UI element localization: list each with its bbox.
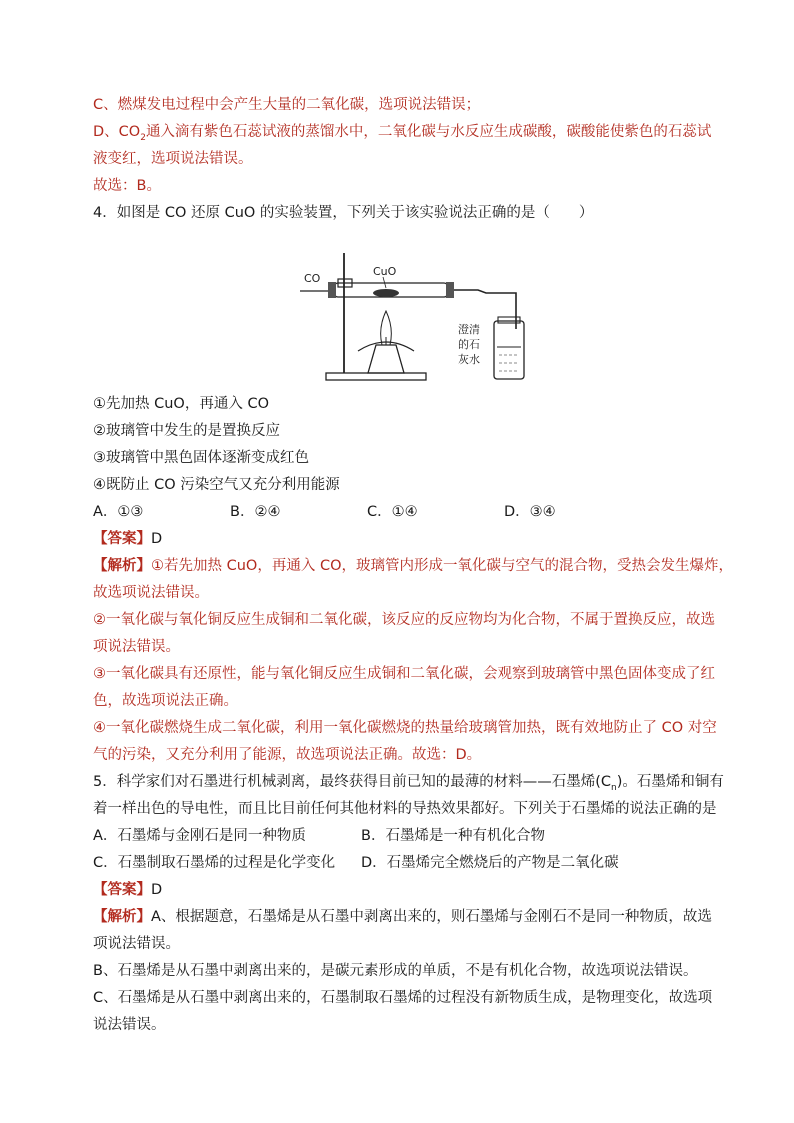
answer-tag: 【答案】 <box>93 882 151 898</box>
q4-answer <box>93 526 703 553</box>
q5-option-a: A．石墨烯与金刚石是同一种物质 <box>93 828 306 844</box>
q4-analysis-line-8: 气的污染，又充分利用了能源，故选项说法正确。故选：D。 <box>93 747 482 763</box>
q4-analysis-line-2: 故选项说法错误。 <box>93 585 209 601</box>
q5-analysis-line-5: 说法错误。 <box>93 1017 166 1033</box>
prev-option-d-analysis: D、$CO_2$通入滴有紫色石蕊试液的蒸馏水中，二氧化碳与水反应生成碳酸，碳酸能使紫色的石蕊试 <box>93 124 712 143</box>
limewater-label-2: 的石 <box>458 338 480 351</box>
q4-option-b: B．②④ <box>230 504 281 520</box>
cuo-label: CuO <box>373 265 397 278</box>
answer-value: D <box>151 531 163 547</box>
answer-value: D <box>151 882 163 898</box>
q5-analysis-line-3: B、石墨烯是从石墨中剥离出来的，是碳元素形成的单质，不是有机化合物，故选项说法错误。 <box>93 963 698 979</box>
q4-statement-1: ①先加热 CuO，再通入 CO <box>93 396 269 412</box>
prev-choose: 故选：B。 <box>93 178 161 194</box>
q5-options-row-1 <box>93 823 703 850</box>
q4-options <box>93 499 703 526</box>
limewater-label-1: 澄清 <box>458 323 480 336</box>
q4-analysis-line-6: 色，故选项说法正确。 <box>93 693 238 709</box>
document-page <box>93 92 733 1039</box>
apparatus-diagram <box>298 233 528 385</box>
limewater-bottle <box>494 321 524 379</box>
prev-option-d-analysis-cont: 液变红，选项说法错误。 <box>93 151 253 167</box>
q4-analysis-line-7: ④一氧化碳燃烧生成二氧化碳，利用一氧化碳燃烧的热量给玻璃管加热，既有效地防止了 CO 对空 <box>93 720 717 736</box>
q5-stem-line-2: 着一样出色的导电性，而且比目前任何其他材料的导热效果都好。下列关于石墨烯的说法正确的是 <box>93 801 717 817</box>
co-reduction-apparatus-figure <box>93 227 703 391</box>
right-stopper <box>446 282 454 298</box>
q5-analysis-line-4: C、石墨烯是从石墨中剥离出来的，石墨制取石墨烯的过程没有新物质生成，是物理变化，故选项 <box>93 990 713 1006</box>
q4-stem: 4．如图是 CO 还原 CuO 的实验装置，下列关于该实验说法正确的是（ ） <box>93 205 594 221</box>
alcohol-lamp <box>368 345 404 373</box>
limewater-label-3: 灰水 <box>458 353 480 366</box>
prev-option-c-analysis: C、燃煤发电过程中会产生大量的二氧化碳，选项说法错误； <box>93 97 481 113</box>
q5-answer <box>93 877 703 904</box>
q5-stem-line-1: 5．科学家们对石墨进行机械剥离，最终获得目前已知的最薄的材料——石墨烯$(C_n)$。石墨烯和铜有 <box>93 774 724 793</box>
q5-option-b: B．石墨烯是一种有机化合物 <box>361 828 545 844</box>
left-stopper <box>328 282 336 298</box>
q5-option-c: C．石墨制取石墨烯的过程是化学变化 <box>93 855 336 871</box>
q4-option-c: C．①④ <box>367 504 418 520</box>
q4-analysis-line-5: ③一氧化碳具有还原性，能与氧化铜反应生成铜和二氧化碳，会观察到玻璃管中黑色固体变成了红 <box>93 666 715 682</box>
q4-statement-2: ②玻璃管中发生的是置换反应 <box>93 423 280 439</box>
answer-tag: 【答案】 <box>93 531 151 547</box>
analysis-tag: 【解析】 <box>93 558 151 574</box>
stand-base <box>326 373 426 380</box>
q4-statement-3: ③玻璃管中黑色固体逐渐变成红色 <box>93 450 309 466</box>
q5-option-d: D．石墨烯完全燃烧后的产物是二氧化碳 <box>361 855 619 871</box>
q5-options-row-2 <box>93 850 703 877</box>
co-label: CO <box>304 272 321 285</box>
q4-analysis-line-3: ②一氧化碳与氧化铜反应生成铜和二氧化碳，该反应的反应物均为化合物，不属于置换反应，故选 <box>93 612 715 628</box>
q4-option-a: A．①③ <box>93 504 144 520</box>
analysis-tag: 【解析】 <box>93 909 151 925</box>
cuo-powder <box>373 289 399 297</box>
q5-analysis-line-2: 项说法错误。 <box>93 936 180 952</box>
q4-analysis-line-4: 项说法错误。 <box>93 639 180 655</box>
q5-analysis-line-1: 【解析】A、根据题意，石墨烯是从石墨中剥离出来的，则石墨烯与金刚石不是同一种物质，故选 <box>93 909 712 925</box>
q4-statement-4: ④既防止 CO 污染空气又充分利用能源 <box>93 477 340 493</box>
q4-analysis-line-1: 【解析】①若先加热 CuO，再通入 CO，玻璃管内形成一氧化碳与空气的混合物，受热会发生爆炸， <box>93 558 733 574</box>
q4-option-d: D．③④ <box>504 504 556 520</box>
